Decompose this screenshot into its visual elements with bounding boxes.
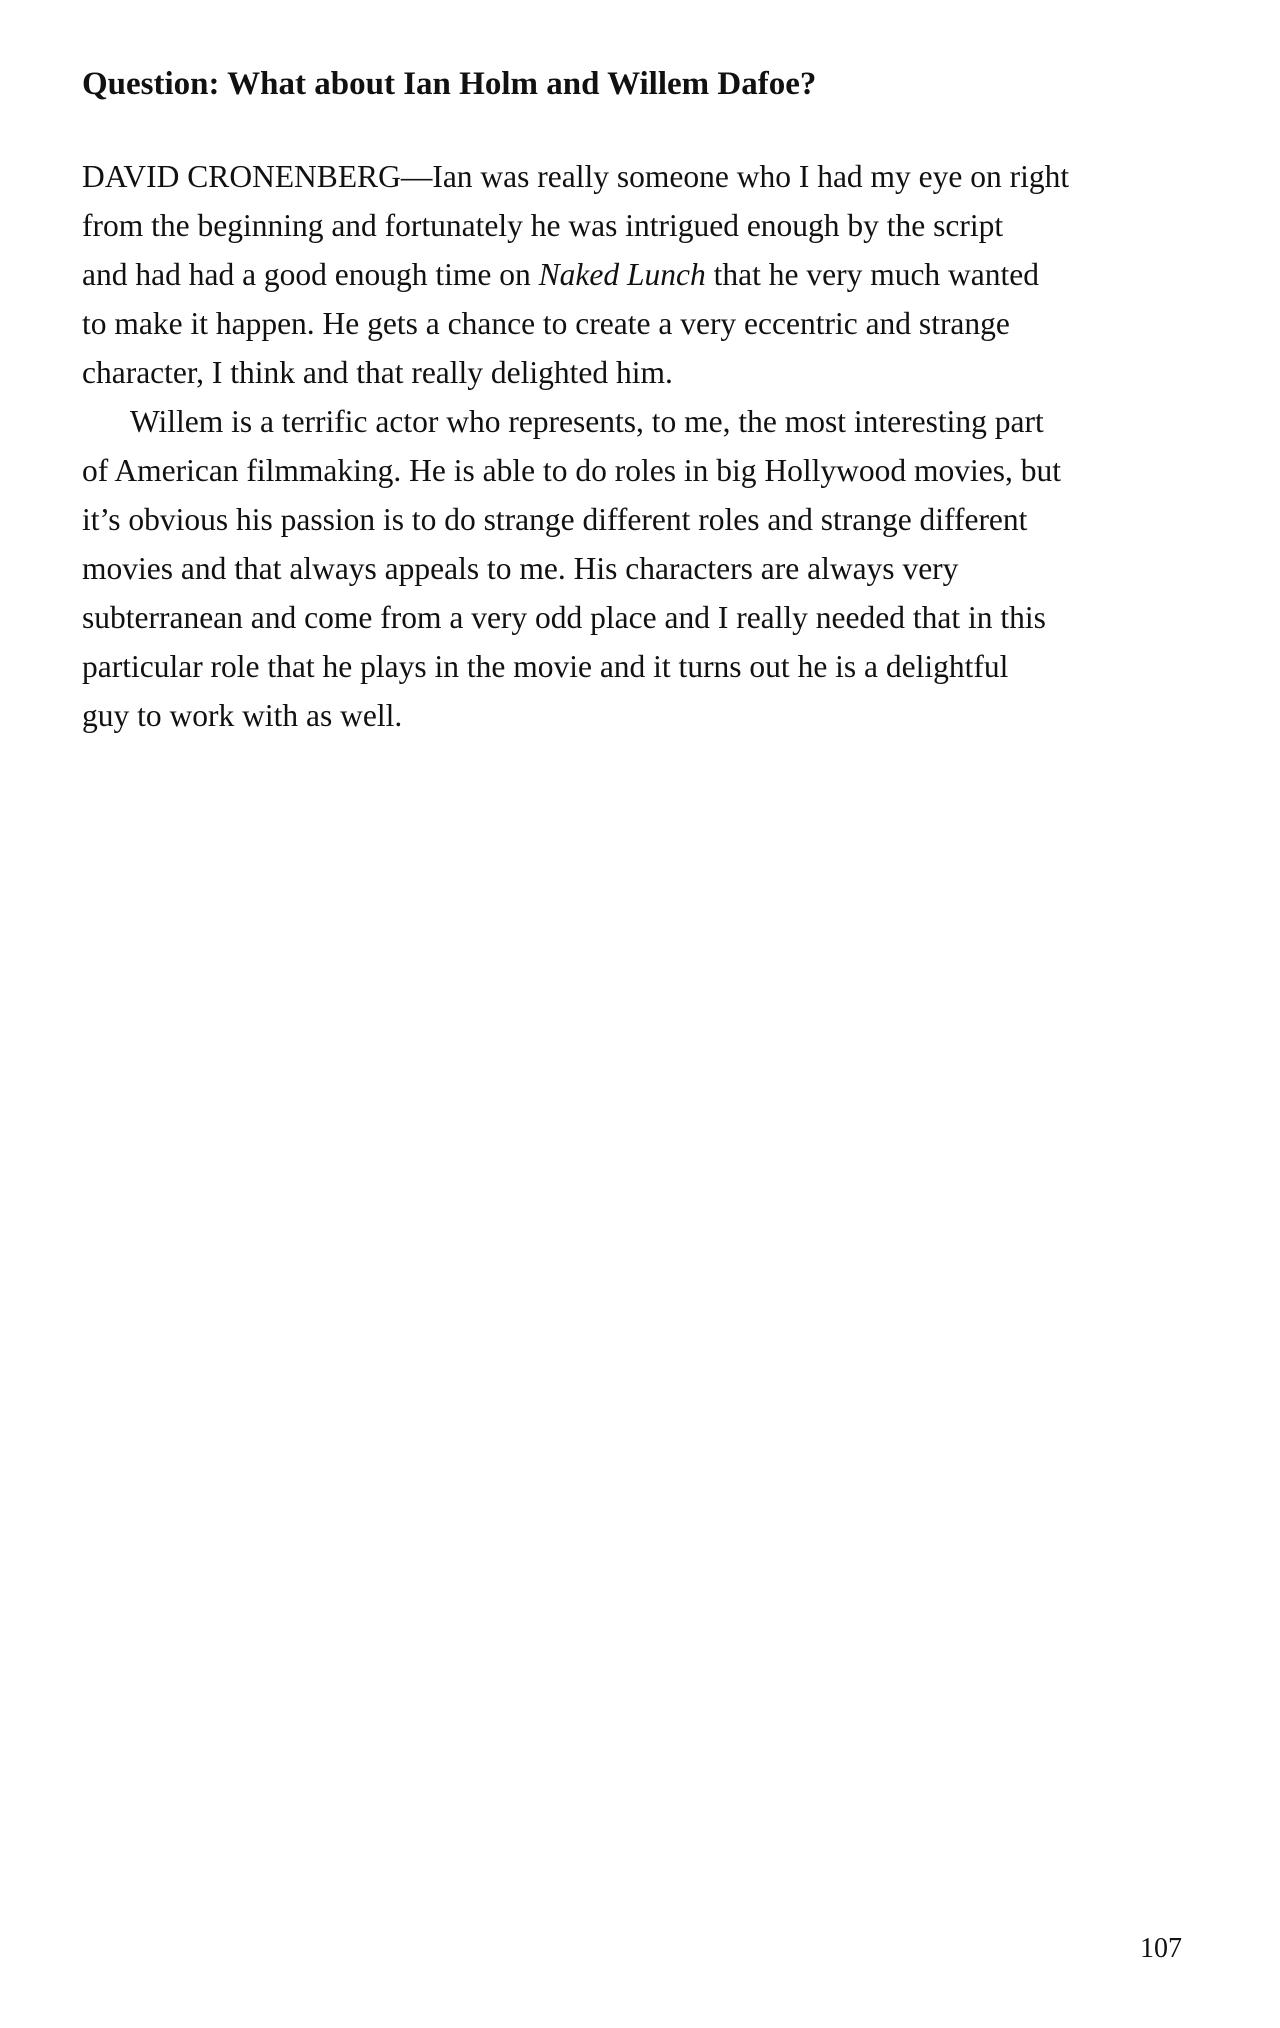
em-dash: — [400,159,433,194]
question-heading: Question: What about Ian Holm and Willem Dafoe? [82,66,817,102]
speaker-name: DAVID CRONENBERG [82,159,401,194]
answer-paragraph-2 [82,397,1192,740]
film-title: Naked Lunch [538,257,706,292]
text-line: character, I think and that really delighted him. [82,355,673,390]
text-line: movies and that always appeals to me. His characters are always very [82,551,959,586]
page-number: 107 [1140,1933,1182,1964]
text-line: of American filmmaking. He is able to do roles in big Hollywood movies, but [82,453,1061,488]
text-line: subterranean and come from a very odd place and I really needed that in this [82,600,1046,635]
text-line: from the beginning and fortunately he was intrigued enough by the script [82,208,1004,243]
answer-body [82,152,1192,740]
text-line: particular role that he plays in the movie and it turns out he is a delightful [82,649,1009,684]
text-line: DAVID CRONENBERG—Ian was really someone who I had my eye on right [82,159,1070,194]
text-line: guy to work with as well. [82,698,403,733]
answer-paragraph-1 [82,152,1192,397]
text-line: to make it happen. He gets a chance to create a very eccentric and strange [82,306,1010,341]
text-line: and had had a good enough time on Naked Lunch that he very much wanted [82,257,1040,292]
text-line: it’s obvious his passion is to do strange different roles and strange different [82,502,1028,537]
text-line: Willem is a terrific actor who represents, to me, the most interesting part [130,404,1044,439]
